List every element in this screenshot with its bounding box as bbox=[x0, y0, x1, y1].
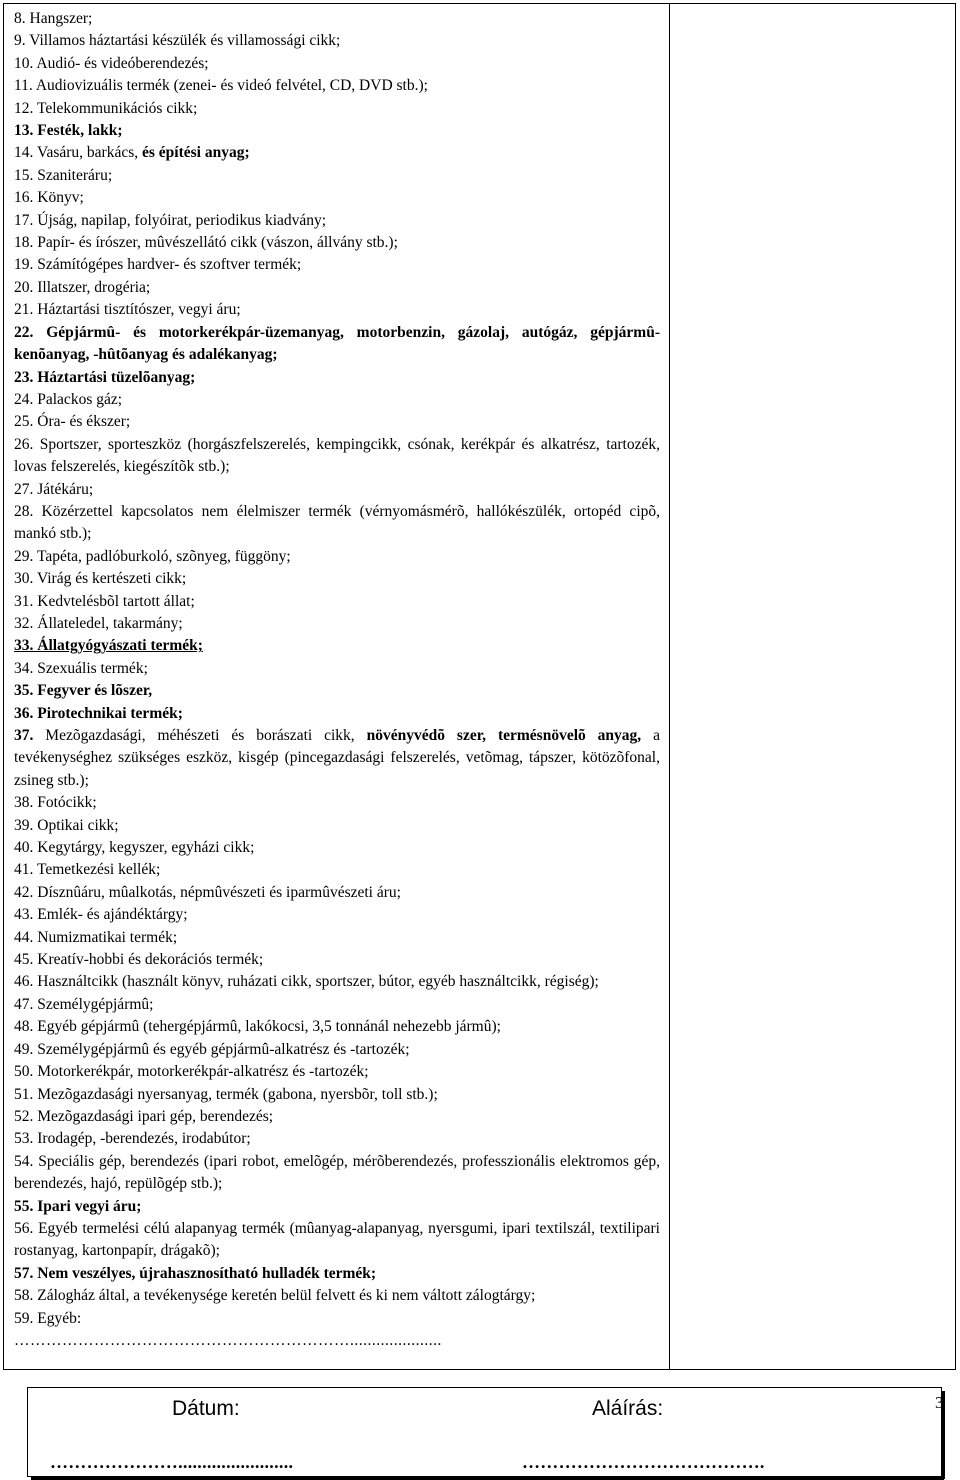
list-item bbox=[14, 994, 660, 1016]
list-item-text: 53. Irodagép, -berendezés, irodabútor; bbox=[14, 1130, 251, 1148]
list-item bbox=[14, 703, 660, 725]
list-item bbox=[14, 658, 660, 680]
list-item bbox=[14, 232, 660, 254]
list-item-text: 26. Sportszer, sporteszköz (horgászfelszerelés, kempingcikk, csónak, kerékpár és alkatrész, tartozék, lovas felszerelés, kiegészítõk stb.); bbox=[14, 435, 660, 476]
signature-field[interactable]: …………………………………. bbox=[522, 1452, 765, 1472]
list-item bbox=[14, 210, 660, 232]
list-item bbox=[14, 1308, 660, 1330]
list-item-text: 9. Villamos háztartási készülék és villamossági cikk; bbox=[14, 32, 341, 50]
list-item-text: 38. Fotócikk; bbox=[14, 794, 97, 812]
list-item bbox=[14, 815, 660, 837]
list-item-text: 8. Hangszer; bbox=[14, 10, 93, 27]
list-item bbox=[14, 53, 660, 75]
list-item-text: 16. Könyv; bbox=[14, 189, 84, 207]
list-item bbox=[14, 1106, 660, 1128]
list-item-text: 27. Játékáru; bbox=[14, 480, 94, 498]
list-item-text: 49. Személygépjármû és egyéb gépjármû-alkatrész és -tartozék; bbox=[14, 1040, 410, 1058]
column-divider bbox=[669, 4, 670, 1369]
other-items-field[interactable]: ………………………………………………………..................... bbox=[14, 1331, 442, 1349]
list-item bbox=[14, 367, 660, 389]
date-field[interactable]: …………………........................ bbox=[50, 1452, 294, 1472]
list-item bbox=[14, 635, 660, 657]
list-item-text: 40. Kegytárgy, kegyszer, egyházi cikk; bbox=[14, 839, 255, 857]
list-item bbox=[14, 8, 660, 30]
list-item-text: 29. Tapéta, padlóburkoló, szõnyeg, függöny; bbox=[14, 547, 291, 565]
list-item-text: 22. Gépjármû- és motorkerékpár-üzemanyag, motorbenzin, gázolaj, autógáz, gépjármû-kenõanyag, -hûtõanyag és adalékanyag; bbox=[14, 323, 660, 364]
list-item bbox=[14, 479, 660, 501]
list-item-text: 45. Kreatív-hobbi és dekorációs termék; bbox=[14, 951, 264, 969]
list-item bbox=[14, 1151, 660, 1196]
list-item-text: 52. Mezõgazdasági ipari gép, berendezés; bbox=[14, 1107, 274, 1125]
list-item bbox=[14, 568, 660, 590]
list-item-text: 41. Temetkezési kellék; bbox=[14, 861, 161, 879]
list-item-text: 23. Háztartási tüzelõanyag; bbox=[14, 368, 196, 386]
list-item-text: 48. Egyéb gépjármû (tehergépjármû, lakókocsi, 3,5 tonnánál nehezebb jármû); bbox=[14, 1018, 501, 1036]
list-item bbox=[14, 1263, 660, 1285]
list-item bbox=[14, 792, 660, 814]
form-frame bbox=[3, 3, 956, 1370]
list-item-text: 39. Optikai cikk; bbox=[14, 816, 119, 834]
list-item bbox=[14, 434, 660, 479]
signature-label: Aláírás: bbox=[592, 1397, 664, 1420]
list-item bbox=[14, 882, 660, 904]
list-item-text: és építési anyag; bbox=[141, 144, 250, 162]
list-item-text: 54. Speciális gép, berendezés (ipari robot, emelõgép, mérõberendezés, professzionális elektromos gép, berendezés, hajó, repülõgép stb.); bbox=[14, 1152, 660, 1193]
list-item-text: 12. Telekommunikációs cikk; bbox=[14, 99, 198, 117]
list-item bbox=[14, 1285, 660, 1307]
list-item-text: 30. Virág és kertészeti cikk; bbox=[14, 570, 187, 588]
list-item bbox=[14, 1039, 660, 1061]
list-item bbox=[14, 546, 660, 568]
list-item bbox=[14, 187, 660, 209]
list-item-text: 51. Mezõgazdasági nyersanyag, termék (gabona, nyersbõr, toll stb.); bbox=[14, 1085, 438, 1103]
list-item bbox=[14, 1218, 660, 1263]
product-category-list bbox=[14, 8, 660, 1352]
list-item bbox=[14, 254, 660, 276]
list-item-text: 21. Háztartási tisztítószer, vegyi áru; bbox=[14, 301, 241, 319]
list-item bbox=[14, 120, 660, 142]
list-item-text: a tevékenységhez szükséges eszköz, kisgép (pincegazdasági felszerelés, vetõmag, tápszer, kötözõfonal, zsineg stb.); bbox=[14, 727, 660, 789]
list-item bbox=[14, 299, 660, 321]
list-item-text: 31. Kedvtelésbõl tartott állat; bbox=[14, 592, 195, 610]
list-item bbox=[14, 971, 660, 993]
list-item-text: 24. Palackos gáz; bbox=[14, 390, 123, 408]
page-number: 3 bbox=[935, 1393, 944, 1412]
list-item bbox=[14, 142, 660, 164]
list-item-text: 36. Pirotechnikai termék; bbox=[14, 704, 183, 722]
list-item bbox=[14, 1084, 660, 1106]
list-item-text: 10. Audió- és videóberendezés; bbox=[14, 54, 209, 72]
list-item bbox=[14, 837, 660, 859]
list-item-text: 37. bbox=[14, 727, 34, 744]
list-item bbox=[14, 389, 660, 411]
list-item bbox=[14, 613, 660, 635]
list-item bbox=[14, 927, 660, 949]
list-item-text: 13. Festék, lakk; bbox=[14, 122, 123, 140]
list-item bbox=[14, 75, 660, 97]
list-item bbox=[14, 30, 660, 52]
list-item bbox=[14, 725, 660, 792]
list-item-text: 47. Személygépjármû; bbox=[14, 995, 154, 1013]
list-item-text: 18. Papír- és írószer, mûvészellátó cikk (vászon, állvány stb.); bbox=[14, 234, 398, 252]
list-item-text: 34. Szexuális termék; bbox=[14, 659, 148, 677]
list-item-text: 35. Fegyver és lõszer, bbox=[14, 682, 153, 700]
list-item bbox=[14, 591, 660, 613]
list-item bbox=[14, 680, 660, 702]
list-item-text: 59. Egyéb: bbox=[14, 1309, 82, 1327]
list-item-text: 33. Állatgyógyászati termék; bbox=[14, 637, 203, 655]
list-item bbox=[14, 949, 660, 971]
list-item bbox=[14, 1061, 660, 1083]
list-item-text: 14. Vasáru, barkács, bbox=[14, 144, 142, 162]
list-item-text: 57. Nem veszélyes, újrahasznosítható hulladék termék; bbox=[14, 1264, 377, 1282]
date-label: Dátum: bbox=[172, 1397, 240, 1420]
list-item bbox=[14, 1128, 660, 1150]
list-item-text: 58. Zálogház által, a tevékenysége keretén belül felvett és ki nem váltott zálogtárgy; bbox=[14, 1287, 536, 1305]
list-item-text: 44. Numizmatikai termék; bbox=[14, 928, 178, 946]
list-item-text: 50. Motorkerékpár, motorkerékpár-alkatrész és -tartozék; bbox=[14, 1063, 369, 1081]
list-item-text: 56. Egyéb termelési célú alapanyag termék (mûanyag-alapanyag, nyersgumi, ipari textilszál, textilipari rostanyag, kartonpapír, drágakõ); bbox=[14, 1219, 660, 1260]
list-item-text: 11. Audiovizuális termék (zenei- és videó felvétel, CD, DVD stb.); bbox=[14, 77, 428, 95]
list-item-text: 43. Emlék- és ajándéktárgy; bbox=[14, 906, 188, 924]
list-item bbox=[14, 1016, 660, 1038]
list-item-text: Mezõgazdasági, méhészeti és borászati cikk, bbox=[33, 727, 367, 744]
list-item bbox=[14, 501, 660, 546]
list-item bbox=[14, 165, 660, 187]
list-item-text: 17. Újság, napilap, folyóirat, periodikus kiadvány; bbox=[14, 211, 327, 229]
list-item bbox=[14, 859, 660, 881]
list-item-text: 42. Dísznûáru, mûalkotás, népmûvészeti és iparmûvészeti áru; bbox=[14, 883, 401, 901]
list-item-text: 55. Ipari vegyi áru; bbox=[14, 1197, 142, 1215]
list-item-text: 15. Szaniteráru; bbox=[14, 166, 113, 184]
list-item-text: növényvédõ szer, termésnövelõ anyag, bbox=[366, 727, 642, 744]
list-item bbox=[14, 1196, 660, 1218]
list-item-text: 25. Óra- és ékszer; bbox=[14, 413, 131, 431]
list-item bbox=[14, 411, 660, 433]
list-item bbox=[14, 904, 660, 926]
list-item-text: 20. Illatszer, drogéria; bbox=[14, 278, 151, 296]
list-item bbox=[14, 322, 660, 367]
list-item bbox=[14, 98, 660, 120]
list-item-text: 19. Számítógépes hardver- és szoftver termék; bbox=[14, 256, 302, 274]
list-item bbox=[14, 277, 660, 299]
list-item-text: 28. Közérzettel kapcsolatos nem élelmiszer termék (vérnyomásmérõ, hallókészülék, ortopéd cipõ, mankó stb.); bbox=[14, 502, 660, 543]
list-item-text: 32. Állateledel, takarmány; bbox=[14, 614, 183, 632]
list-item-text: 46. Használtcikk (használt könyv, ruházati cikk, sportszer, bútor, egyéb használtcikk, régiség); bbox=[14, 973, 599, 991]
